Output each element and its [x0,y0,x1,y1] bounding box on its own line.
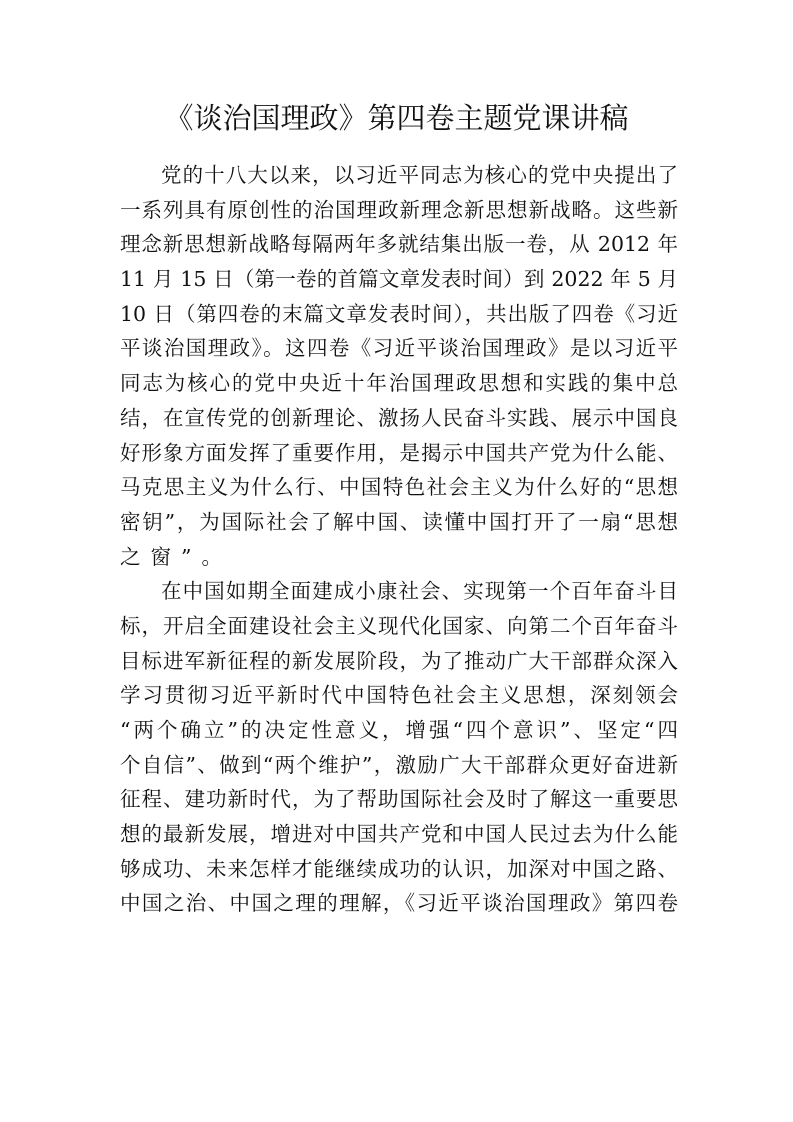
text-line: 征程、建功新时代，为了帮助国际社会及时了解这一重要思 [120,787,678,812]
text-line: 标，开启全面建设社会主义现代化国家、向第二个百年奋斗 [120,613,678,638]
text-line: 之窗”。 [120,544,232,569]
text-line: 结，在宣传党的创新理论、激扬人民奋斗实践、展示中国良 [120,405,678,430]
text-line: 一系列具有原创性的治国理政新理念新思想新战略。这些新 [120,197,678,222]
text-line: 在中国如期全面建成小康社会、实现第一个百年奋斗目 [161,579,678,604]
text-line: 好形象方面发挥了重要作用，是揭示中国共产党为什么能、 [120,440,678,465]
text-line: 够成功、未来怎样才能继续成功的认识，加深对中国之路、 [120,856,678,881]
text-line: 想的最新发展，增进对中国共产党和中国人民过去为什么能 [120,822,678,847]
document-body [120,158,678,921]
text-line: 同志为核心的党中央近十年治国理政思想和实践的集中总 [120,371,678,396]
paragraph [120,574,678,921]
text-line: 10 日（第四卷的末篇文章发表时间），共出版了四卷《习近 [120,301,678,326]
text-line: 平谈治国理政》。这四卷《习近平谈治国理政》是以习近平 [120,336,678,361]
text-line: 目标进军新征程的新发展阶段，为了推动广大干部群众深入 [120,648,678,673]
document-title: 《谈治国理政》第四卷主题党课讲稿 [164,101,629,135]
paragraph [120,158,678,574]
text-line: 理念新思想新战略每隔两年多就结集出版一卷，从 2012 年 [120,232,678,257]
text-line: “两个确立”的决定性意义，增强“四个意识”、坚定“四 [120,718,678,742]
text-line: 11 月 15 日（第一卷的首篇文章发表时间）到 2022 年 5 月 [120,267,678,292]
text-line: 学习贯彻习近平新时代中国特色社会主义思想，深刻领会 [120,683,678,708]
text-line: 马克思主义为什么行、中国特色社会主义为什么好的“思想 [120,475,678,500]
text-line: 个自信”、做到“两个维护”，激励广大干部群众更好奋进新 [120,752,678,777]
text-line: 党的十八大以来，以习近平同志为核心的党中央提出了 [161,163,678,187]
text-line: 密钥”，为国际社会了解中国、读懂中国打开了一扇“思想 [120,509,678,534]
text-line: 中国之治、中国之理的理解，《习近平谈治国理政》第四卷 [120,891,678,916]
